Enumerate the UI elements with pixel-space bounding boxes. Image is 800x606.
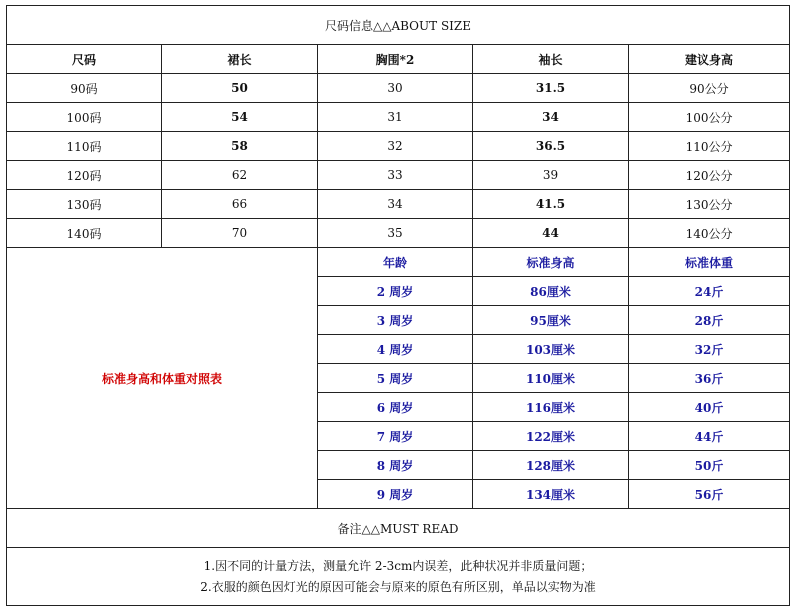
age-cell: 6 周岁: [318, 393, 473, 422]
chest-cell: 34: [318, 190, 473, 219]
skirt-length-cell: 70: [162, 219, 318, 248]
standard-weight-cell: 24斤: [629, 277, 790, 306]
age-cell: 2 周岁: [318, 277, 473, 306]
skirt-length-cell: 62: [162, 161, 318, 190]
sleeve-length-cell: 34: [473, 103, 629, 132]
size-cell: 130码: [7, 190, 162, 219]
chest-cell: 30: [318, 74, 473, 103]
age-cell: 7 周岁: [318, 422, 473, 451]
age-cell: 9 周岁: [318, 480, 473, 509]
standard-weight-cell: 28斤: [629, 306, 790, 335]
header-chest: 胸围*2: [318, 45, 473, 74]
notes-title: 备注△△MUST READ: [7, 509, 790, 548]
table-row: [7, 74, 790, 103]
height-cell: 90公分: [629, 74, 790, 103]
standard-height-cell: 86厘米: [473, 277, 629, 306]
height-cell: 110公分: [629, 132, 790, 161]
standard-height-cell: 103厘米: [473, 335, 629, 364]
header-age: 年龄: [318, 248, 473, 277]
age-cell: 5 周岁: [318, 364, 473, 393]
notes-body: [7, 548, 790, 606]
height-cell: 120公分: [629, 161, 790, 190]
size-cell: 100码: [7, 103, 162, 132]
header-standard-height: 标准身高: [473, 248, 629, 277]
chest-cell: 31: [318, 103, 473, 132]
header-standard-weight: 标准体重: [629, 248, 790, 277]
skirt-length-cell: 58: [162, 132, 318, 161]
note-line-2: 2.衣服的颜色因灯光的原因可能会与原来的原色有所区别，单品以实物为准: [200, 579, 596, 594]
age-cell: 8 周岁: [318, 451, 473, 480]
sleeve-length-cell: 41.5: [473, 190, 629, 219]
age-cell: 3 周岁: [318, 306, 473, 335]
size-chart-table: [6, 5, 790, 606]
note-line-1: 1.因不同的计量方法，测量允许 2-3cm内误差，此种状况并非质量问题；: [203, 558, 593, 573]
age-cell: 4 周岁: [318, 335, 473, 364]
sleeve-length-cell: 39: [473, 161, 629, 190]
height-cell: 140公分: [629, 219, 790, 248]
chest-cell: 32: [318, 132, 473, 161]
sleeve-length-cell: 44: [473, 219, 629, 248]
sleeve-length-cell: 31.5: [473, 74, 629, 103]
skirt-length-cell: 66: [162, 190, 318, 219]
size-cell: 90码: [7, 74, 162, 103]
standard-weight-cell: 32斤: [629, 335, 790, 364]
standard-weight-cell: 50斤: [629, 451, 790, 480]
chest-cell: 35: [318, 219, 473, 248]
reference-header-row: [7, 248, 790, 277]
standard-weight-cell: 56斤: [629, 480, 790, 509]
height-cell: 100公分: [629, 103, 790, 132]
table-row: [7, 190, 790, 219]
standard-height-cell: 95厘米: [473, 306, 629, 335]
standard-weight-cell: 36斤: [629, 364, 790, 393]
header-sleeve-length: 袖长: [473, 45, 629, 74]
size-table-header: [7, 45, 790, 74]
size-cell: 140码: [7, 219, 162, 248]
standard-height-cell: 134厘米: [473, 480, 629, 509]
standard-weight-cell: 40斤: [629, 393, 790, 422]
header-size: 尺码: [7, 45, 162, 74]
standard-height-cell: 122厘米: [473, 422, 629, 451]
reference-table-label: 标准身高和体重对照表: [7, 248, 318, 509]
table-row: [7, 161, 790, 190]
standard-height-cell: 128厘米: [473, 451, 629, 480]
skirt-length-cell: 50: [162, 74, 318, 103]
header-skirt-length: 裙长: [162, 45, 318, 74]
table-row: [7, 219, 790, 248]
standard-weight-cell: 44斤: [629, 422, 790, 451]
standard-height-cell: 116厘米: [473, 393, 629, 422]
sleeve-length-cell: 36.5: [473, 132, 629, 161]
standard-height-cell: 110厘米: [473, 364, 629, 393]
skirt-length-cell: 54: [162, 103, 318, 132]
size-cell: 120码: [7, 161, 162, 190]
size-info-title: 尺码信息△△ABOUT SIZE: [7, 6, 790, 45]
height-cell: 130公分: [629, 190, 790, 219]
table-row: [7, 132, 790, 161]
table-row: [7, 103, 790, 132]
chest-cell: 33: [318, 161, 473, 190]
header-suggested-height: 建议身高: [629, 45, 790, 74]
size-cell: 110码: [7, 132, 162, 161]
